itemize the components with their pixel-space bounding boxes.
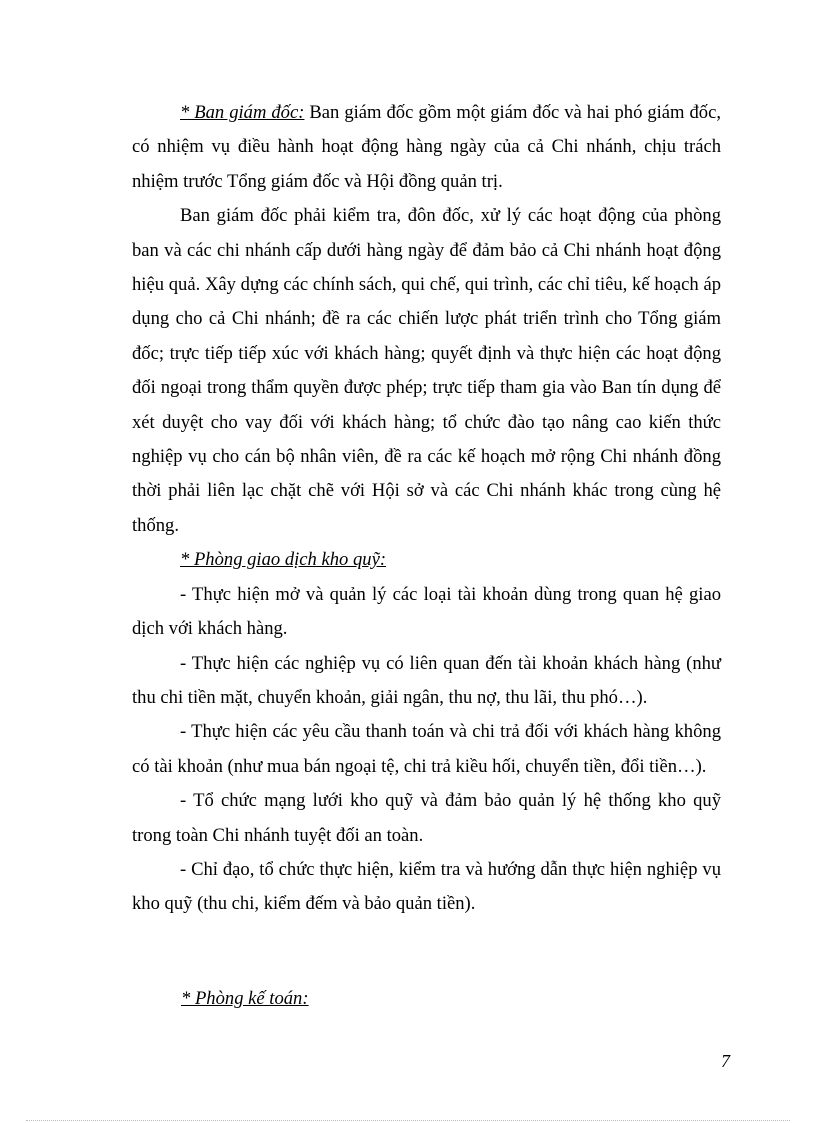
list-item: - Chỉ đạo, tổ chức thực hiện, kiểm tra và hướng dẫn thực hiện nghiệp vụ kho quỹ (thu chi, kiểm đếm và bảo quản tiền). xyxy=(132,858,721,915)
paragraph: Ban giám đốc gồm một giám đốc và hai phó giám đốc, có nhiệm vụ điều hành hoạt động hàng ngày của cả Chi nhánh, chịu trách nhiệm trước Tổng giám đốc và Hội đồng quản trị. xyxy=(132,102,721,192)
list-item: - Thực hiện mở và quản lý các loại tài khoản dùng trong quan hệ giao dịch với khách hàng. xyxy=(132,583,721,640)
ban-giam-doc-intro xyxy=(132,96,721,199)
page-bottom-divider xyxy=(26,1120,790,1121)
page-number: 7 xyxy=(721,1051,730,1071)
paragraph: Ban giám đốc phải kiểm tra, đôn đốc, xử lý các hoạt động của phòng ban và các chi nhánh cấp dưới hàng ngày để đảm bảo cả Chi nhánh hoạt động hiệu quả. Xây dựng các chính sách, qui chế, qui trình, các chỉ tiêu, kế hoạch áp dụng cho cả Chi nhánh; đề ra các chiến lược phát triển trình cho Tổng giám đốc; trực tiếp tiếp xúc với khách hàng; quyết định và thực hiện các hoạt động đối ngoại trong thẩm quyền được phép; trực tiếp tham gia vào Ban tín dụng để xét duyệt cho vay đối với khách hàng; tổ chức đào tạo nâng cao kiến thức nghiệp vụ cho cán bộ nhân viên, đề ra các kế hoạch mở rộng Chi nhánh đồng thời phải liên lạc chặt chẽ với Hội sở và các Chi nhánh khác trong cùng hệ thống. xyxy=(132,205,721,536)
section-heading-phong-giao-dich: * Phòng giao dịch kho quỹ: xyxy=(180,549,387,571)
list-item: - Tổ chức mạng lưới kho quỹ và đảm bảo quản lý hệ thống kho quỹ trong toàn Chi nhánh tuyệt đối an toàn. xyxy=(132,790,721,846)
list-item: - Thực hiện các yêu cầu thanh toán và chi trả đối với khách hàng không có tài khoản (như mua bán ngoại tệ, chi trả kiều hối, chuyển tiền, đổi tiền…). xyxy=(132,721,721,777)
section-heading-ban-giam-doc: * Ban giám đốc: xyxy=(180,102,305,123)
list-item: - Thực hiện các nghiệp vụ có liên quan đến tài khoản khách hàng (như thu chi tiền mặt, chuyển khoản, giải ngân, thu nợ, thu lãi, thu phó…). xyxy=(132,652,721,708)
section-heading-phong-ke-toan: * Phòng kế toán: xyxy=(181,988,309,1009)
main-text xyxy=(132,96,721,922)
